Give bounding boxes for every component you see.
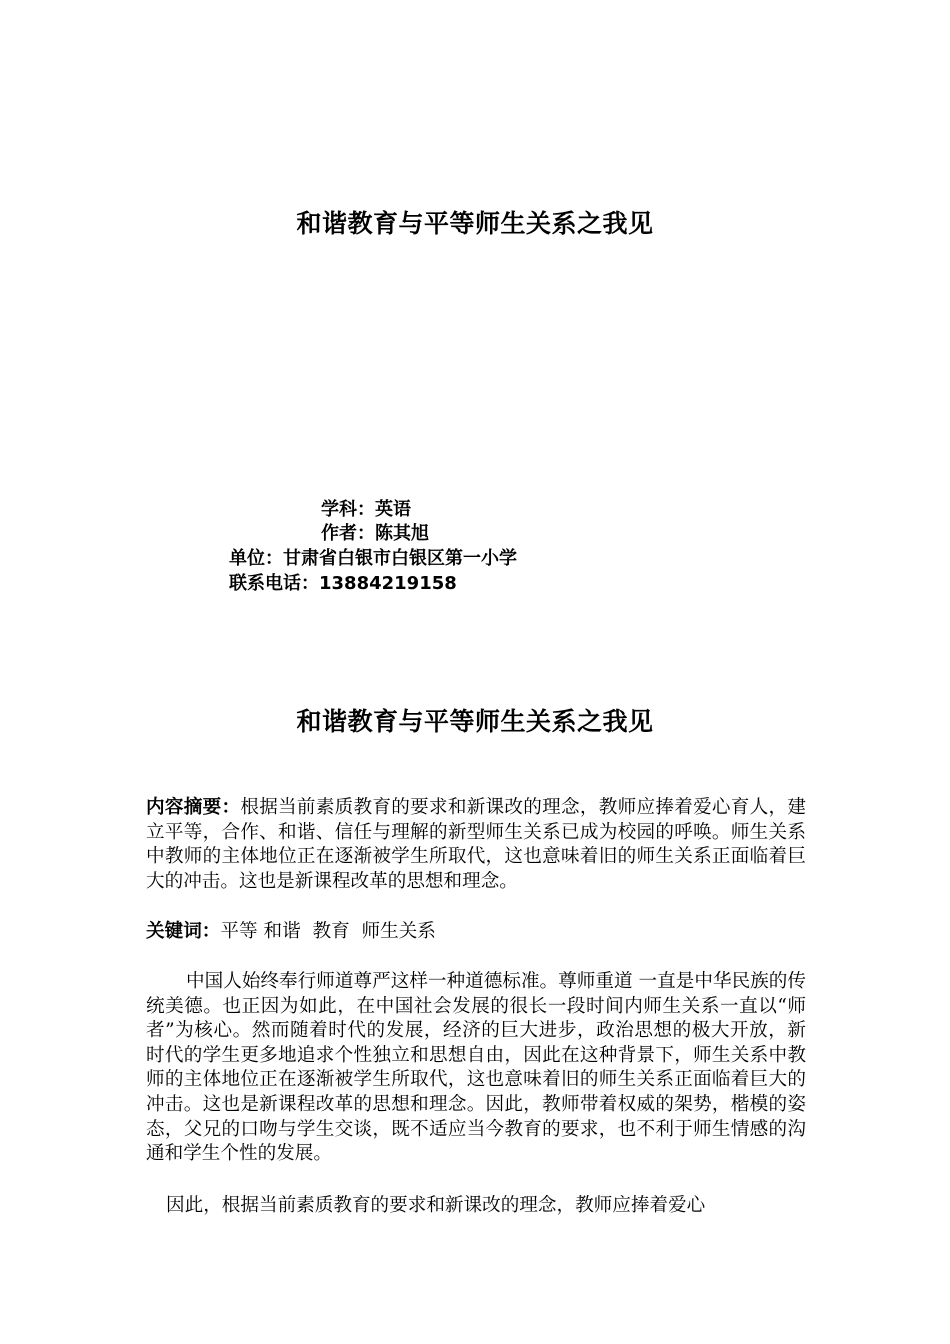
phone-line: 联系电话：13884219158 <box>229 573 457 594</box>
keywords-text: 平等 和谐 教育 师生关系 <box>220 921 436 942</box>
keywords-label: 关键词： <box>146 921 221 942</box>
abstract-label: 内容摘要： <box>146 797 241 818</box>
unit-line: 单位：甘肃省白银市白银区第一小学 <box>229 548 517 569</box>
keywords <box>146 920 806 945</box>
article-title: 和谐教育与平等师生关系之我见 <box>296 707 654 736</box>
abstract-text: 根据当前素质教育的要求和新课改的理念，教师应捧着爱心育人，建立平等，合作、和谐、信任与理解的新型师生关系已成为校园的呼唤。师生关系中教师的主体地位正在逐渐被学生所取代，这也意味着旧的师生关系正面临着巨大的冲击。这也是新课程改革的思想和理念。 <box>146 797 806 892</box>
cover-title: 和谐教育与平等师生关系之我见 <box>296 209 654 238</box>
body-paragraph: 中国人始终奉行师道尊严这样一种道德标准。尊师重道 一直是中华民族的传统美德。也正因为如此，在中国社会发展的很长一段时间内师生关系一直以“师者”为核心。然而随着时代的发展，经济的巨大进步，政治思想的极大开放，新时代的学生更多地追求个性独立和思想自由，因此在这种背景下，师生关系中教师的主体地位正在逐渐被学生所取代，这也意味着旧的师生关系正面临着巨大的冲击。这也是新课程改革的思想和理念。因此，教师带着权威的架势，楷模的姿态，父兄的口吻与学生交谈，既不适应当今教育的要求，也不利于师生情感的沟通和学生个性的发展。 <box>146 971 806 1165</box>
abstract <box>146 796 806 894</box>
subject-line: 学科：英语 <box>321 499 411 520</box>
body-paragraph: 因此，根据当前素质教育的要求和新课改的理念，教师应捧着爱心 <box>166 1195 706 1216</box>
author-line: 作者：陈其旭 <box>321 523 429 544</box>
